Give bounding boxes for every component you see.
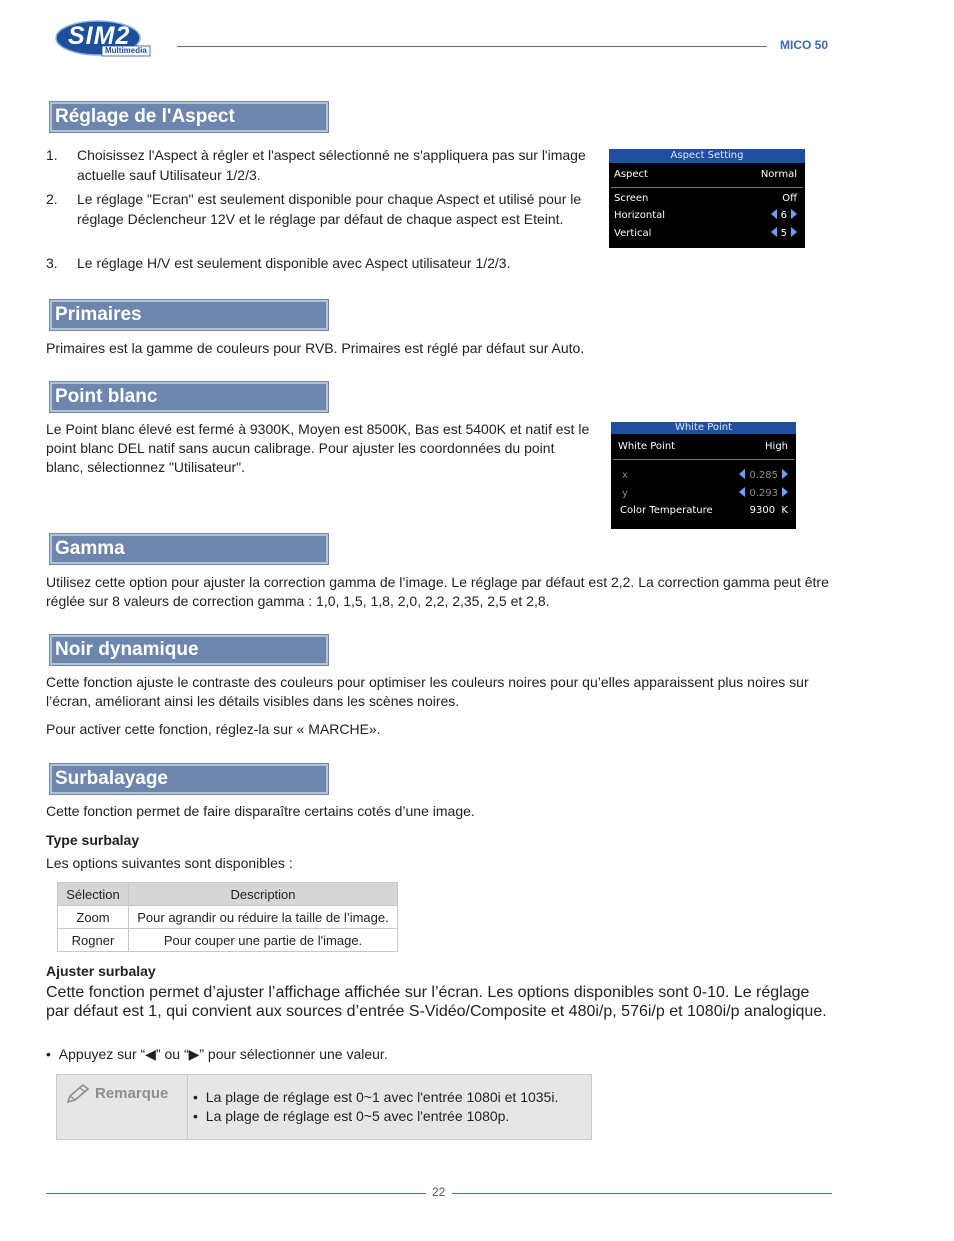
table-header: Description xyxy=(129,883,398,906)
section-heading-gamma: Gamma xyxy=(50,534,328,564)
bullet-icon: • xyxy=(46,1046,51,1062)
section-heading-primaires: Primaires xyxy=(50,300,328,330)
paragraph: Pour activer cette fonction, réglez-la sur « MARCHE». xyxy=(46,721,381,737)
paragraph: Primaires est la gamme de couleurs pour RVB. Primaires est réglé par défaut sur Auto. xyxy=(46,340,585,356)
list-item: 1. Choisissez l'Aspect à régler et l'aspect sélectionné ne s'appliquera pas sur l'image actuelle sauf Utilisateur 1/2/3. xyxy=(46,147,586,183)
bullet-icon: • xyxy=(193,1108,198,1124)
paragraph: Les options suivantes sont disponibles : xyxy=(46,855,293,871)
header-rule xyxy=(177,46,767,47)
osd-row: y 0.293 xyxy=(622,487,788,501)
arrow-left-icon xyxy=(739,487,745,497)
paragraph: Cette fonction permet de faire disparaître certains cotés d’une image. xyxy=(46,803,475,819)
osd-row: x 0.285 xyxy=(622,469,788,483)
osd-aspect-setting xyxy=(609,149,805,248)
pencil-icon xyxy=(65,1083,91,1108)
logo-text: SIM2 xyxy=(68,22,131,50)
page-number: 22 xyxy=(432,1185,446,1199)
arrow-left-icon xyxy=(771,209,777,219)
sim2-logo xyxy=(54,16,152,58)
table-cell: Rogner xyxy=(58,929,129,952)
osd-title: Aspect Setting xyxy=(609,149,805,163)
logo-subtext: Multimedia xyxy=(105,46,147,55)
osd-divider xyxy=(611,187,803,188)
subheading-ajuster-surbalay: Ajuster surbalay xyxy=(46,963,156,979)
arrow-left-icon xyxy=(739,469,745,479)
osd-row: Screen Off xyxy=(614,193,797,204)
osd-row: Horizontal 6 xyxy=(614,209,797,223)
overscan-type-table xyxy=(57,882,398,952)
table-header: Sélection xyxy=(58,883,129,906)
note-box xyxy=(56,1074,592,1140)
osd-row: Color Temperature 9300 K xyxy=(620,505,788,516)
arrow-right-icon xyxy=(791,227,797,237)
bullet-item: • Appuyez sur “◀” ou “▶” pour sélectionner une valeur. xyxy=(46,1046,388,1062)
note-label-cell xyxy=(57,1075,188,1139)
section-heading-point-blanc: Point blanc xyxy=(50,382,328,412)
osd-row: Aspect Normal xyxy=(614,169,797,180)
list-item: 2. Le réglage "Ecran" est seulement disponible pour chaque Aspect et utilisé pour le réglage Déclencheur 12V et le réglage par défaut de chaque aspect est Eteint. xyxy=(46,191,582,227)
section-heading-aspect: Réglage de l'Aspect xyxy=(50,102,328,132)
paragraph: Cette fonction permet d’ajuster l’affichage affichée sur l’écran. Les options disponibles sont 0-10. Le réglage par défaut est 1, qui convient aux sources d’entrée S-Vidéo/Composite et 480i/p, 576i/p et 1080i/p analogique. xyxy=(46,984,827,1020)
arrow-right-icon xyxy=(782,469,788,479)
footer-rule-right xyxy=(452,1193,832,1194)
table-row xyxy=(58,929,398,952)
table-cell: Pour agrandir ou réduire la taille de l’image. xyxy=(129,906,398,929)
section-heading-noir-dynamique: Noir dynamique xyxy=(50,635,328,665)
section-heading-surbalayage: Surbalayage xyxy=(50,764,328,794)
osd-divider xyxy=(613,459,794,460)
note-item: • La plage de réglage est 0~5 avec l'entrée 1080p. xyxy=(193,1108,510,1124)
table-row xyxy=(58,906,398,929)
arrow-right-icon xyxy=(791,209,797,219)
arrow-right-icon xyxy=(782,487,788,497)
arrow-left-icon xyxy=(771,227,777,237)
osd-title: White Point xyxy=(611,422,796,434)
footer-rule-left xyxy=(46,1193,426,1194)
osd-row: Vertical 5 xyxy=(614,227,797,241)
list-item: 3. Le réglage H/V est seulement disponible avec Aspect utilisateur 1/2/3. xyxy=(46,255,511,271)
osd-white-point xyxy=(611,422,796,529)
model-name: MICO 50 xyxy=(780,38,829,52)
paragraph: Le Point blanc élevé est fermé à 9300K, Moyen est 8500K, Bas est 5400K et natif est le point blanc DEL natif sans aucun calibrage. Pour ajuster les coordonnées du point blanc, sélectionnez "Utilisateur". xyxy=(46,421,590,475)
osd-row: White Point High xyxy=(618,441,788,452)
bullet-icon: • xyxy=(193,1089,198,1105)
note-item: • La plage de réglage est 0~1 avec l'entrée 1080i et 1035i. xyxy=(193,1089,559,1105)
paragraph: Utilisez cette option pour ajuster la correction gamma de l’image. Le réglage par défaut est 2,2. La correction gamma peut être réglée sur 8 valeurs de correction gamma : 1,0, 1,5, 1,8, 2,0, 2,2, 2,35, 2,5 et 2,8. xyxy=(46,574,829,609)
subheading-type-surbalay: Type surbalay xyxy=(46,832,140,848)
table-cell: Pour couper une partie de l'image. xyxy=(129,929,398,952)
note-label: Remarque xyxy=(95,1085,169,1102)
paragraph: Cette fonction ajuste le contraste des couleurs pour optimiser les couleurs noires pour qu’elles apparaissent plus noires sur l’écran, améliorant ainsi les détails visibles dans les scènes noires. xyxy=(46,674,809,709)
table-header-row xyxy=(58,883,398,906)
table-cell: Zoom xyxy=(58,906,129,929)
